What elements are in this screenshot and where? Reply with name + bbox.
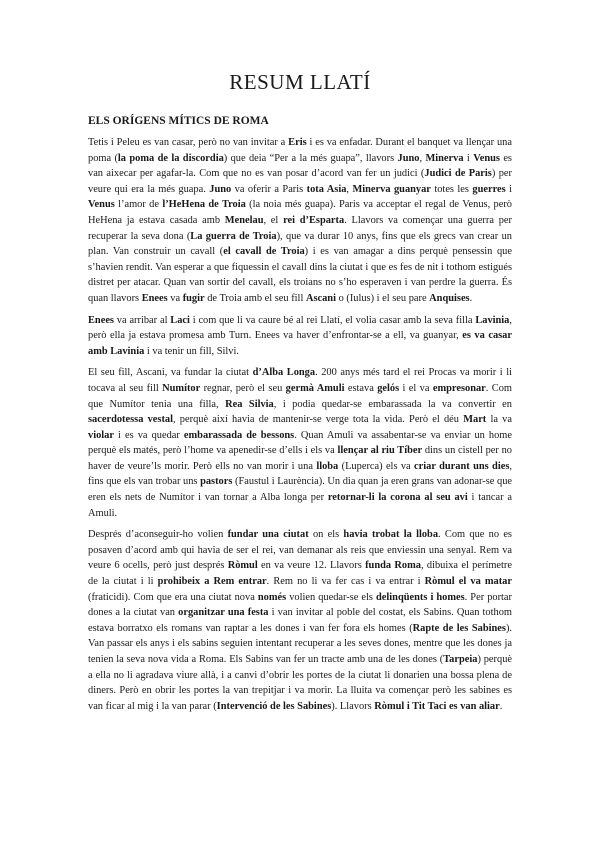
text-run: . Com que Numítor tenia una filla,	[88, 382, 512, 410]
text-run: , perquè així havia de mantenir-se verge tota la vida. Però el déu	[173, 414, 464, 426]
paragraph-alba-longa	[88, 365, 512, 521]
text-run: El seu fill, Ascani, va fundar la ciutat	[88, 367, 253, 379]
bold-term: rei d’Esparta	[283, 214, 345, 226]
text-run: (fraticidi). Com que era una ciutat nova	[88, 591, 258, 603]
bold-term: Venus	[88, 199, 115, 211]
text-run: , i podia quedar-se embarassada la va convertir en	[273, 398, 512, 410]
bold-term: empresonar	[432, 382, 486, 394]
bold-term: Rea Silvia	[225, 398, 274, 410]
bold-term: prohibeix a Rem entrar	[157, 576, 267, 588]
text-run: va	[167, 292, 183, 304]
document-title: RESUM LLATÍ	[229, 70, 371, 94]
bold-term: La guerra de Troia	[190, 230, 277, 242]
text-run: .	[499, 700, 503, 712]
text-run: dins un cistell per no haver de veure’ls morir. Però ells no van morir i una	[88, 445, 512, 472]
text-run: de Troia amb el seu fill	[204, 292, 306, 304]
bold-term: pastors	[200, 476, 233, 488]
bold-term: Mart	[463, 414, 487, 426]
bold-term: Ròmul el va matar	[424, 576, 512, 588]
bold-term: Eris	[288, 137, 307, 148]
bold-term: organitzar una festa	[178, 607, 269, 619]
bold-term: l’HeHena de Troia	[162, 199, 246, 211]
bold-term: Ròmul	[227, 560, 258, 572]
text-run: i es va quedar	[113, 429, 184, 441]
text-run: , dibuixa el perímetre de la ciutat i li	[88, 560, 512, 588]
paragraph-founding-rome	[88, 527, 512, 714]
bold-term: guerres	[472, 183, 506, 195]
bold-term: d’Alba Longa	[252, 367, 316, 379]
bold-term: Minerva guanyar	[352, 183, 431, 195]
text-run: on els	[308, 529, 344, 541]
bold-term: havia trobat la lloba	[343, 529, 439, 541]
paragraphs	[88, 135, 512, 714]
paragraph-troy	[88, 135, 512, 307]
text-run: , el	[263, 214, 284, 226]
bold-term: Lavinia	[475, 314, 510, 326]
bold-term: Juno	[397, 152, 420, 164]
bold-term: criar durant uns dies	[414, 460, 510, 472]
text-run: va arribar al	[113, 314, 171, 326]
text-run: i va tenir un fill, Silvi.	[144, 345, 239, 357]
bold-term: Enees	[88, 314, 114, 326]
text-run: i com que li va caure bé al rei Llatí, el volia casar amb la seva filla	[189, 314, 476, 326]
bold-term: funda Roma	[365, 560, 421, 572]
text-run: .	[469, 292, 473, 304]
text-run: i	[463, 152, 474, 164]
bold-term: Ascani	[305, 292, 336, 304]
text-run: . Quan Amuli va assabentar-se va enviar un home perquè els matés, però l’home va apenedir-se d’ells i els va	[88, 429, 512, 457]
section-heading: ELS ORÍGENS MÍTICS DE ROMA	[88, 115, 269, 127]
text-run: ) per veure qui era la més guapa.	[88, 168, 512, 195]
text-run: , fins que els van trobar uns	[88, 460, 512, 488]
text-run: . Com que no es posaven d’acord amb qui havia de ser el rei, van demanar als reis que enviessin una senyal. Rem va veure 6 ocells, però just després	[88, 529, 512, 572]
text-run: ,	[419, 152, 426, 164]
bold-term: Enees	[141, 292, 168, 304]
bold-term: Menelau	[224, 214, 264, 226]
bold-term: gelós	[377, 382, 400, 394]
paragraph-enees	[88, 313, 512, 360]
text-run: , però ella ja estava promesa amb Turn. Enees va haver d’enfrontar-se a ell, va guanyar,	[88, 314, 512, 342]
bold-term: fundar una ciutat	[227, 529, 309, 541]
bold-term: es va casar amb Lavinia	[88, 330, 512, 357]
text-run: es van aixecar per agafar-la. Com que no es van posar d’acord van fer un judici (	[88, 152, 512, 180]
bold-term: Anquises	[429, 292, 470, 304]
text-run: i es va enfadar. Durant el banquet va llençar una poma (	[88, 137, 512, 164]
bold-term: només	[257, 591, 287, 603]
bold-term: delinqüents i homes	[376, 591, 465, 603]
text-run: ,	[346, 183, 353, 195]
bold-term: la poma de la discordia	[117, 152, 224, 164]
text-run: (Faustul i Laurència). Un dia quan ja eren grans van adonar-se que eren els nets de Numítor i van tornar a Alba longa per	[88, 476, 512, 504]
bold-term: Tarpeia	[443, 654, 478, 665]
bold-term: violar	[88, 429, 114, 441]
text-run: o (Iulus) i el seu pare	[335, 292, 430, 304]
text-run: va oferir a Paris	[231, 183, 307, 195]
bold-term: sacerdotessa vestal	[88, 414, 173, 426]
bold-term: Judici de Paris	[424, 168, 492, 180]
text-run: ), que va durar 10 anys, fins que els grecs van crear un plan. Van construir un cavall (	[88, 230, 512, 258]
bold-term: Numítor	[162, 382, 201, 394]
text-run: regnar, però el seu	[200, 382, 286, 394]
text-run: Després d’aconseguir-ho volien	[88, 529, 228, 541]
bold-term: Ròmul i Tit Taci es van aliar	[374, 700, 500, 712]
text-run: . Rem no li va fer cas i va entrar i	[266, 576, 425, 588]
text-run: ) i es van amagar a dins perquè pensessin que s’havien rendit. Van esperar a que fiquessin el cavall dins la ciutat i que es fes de nit i tothom estigués distret per atacar. Quan van sortir del cavall, els troians no s’ho esperaven i van perdre la guerra. És quan llavors	[88, 246, 512, 304]
text-run: . 200 anys més tard el rei Procas va morir i li tocava al seu fill	[88, 367, 512, 394]
text-run: ) perquè a ella no li agradava viure allà, i a canvi d’obrir les portes de la ciutat li donarien una bossa plena de diners. Però en obrir les portes la van trepitjar i va morir. La lluita va començar però les sabines es van ficar al mig i la van parar (	[88, 654, 513, 712]
text-run: . Per portar dones a la ciutat van	[88, 591, 513, 619]
text-run: volien quedar-se els	[286, 591, 377, 603]
text-run: i el va	[399, 382, 433, 394]
text-run: (la noia més guapa). Paris va acceptar el regal de Venus, però HeHena ja estava casada amb	[88, 199, 513, 226]
bold-term: Juno	[209, 183, 232, 195]
bold-term: Venus	[473, 152, 500, 164]
text-run: i van invitar al poble del costat, els Sabins. Quan tothom estava borratxo els romans van raptar a les dones i van fer fora els homes (	[88, 607, 512, 634]
bold-term: Laci	[170, 314, 190, 326]
bold-term: llençar al riu Tíber	[337, 445, 423, 457]
text-run: la va	[486, 414, 512, 426]
text-run: totes les	[430, 183, 473, 195]
bold-term: tota Asia	[306, 183, 347, 195]
text-run: i tancar a Amuli.	[88, 492, 512, 519]
bold-term: el cavall de Troia	[223, 246, 305, 258]
bold-term: Rapte de les Sabines	[412, 622, 506, 634]
text-run: (Luperca) els va	[338, 460, 415, 472]
bold-term: retornar-li la corona al seu avi	[327, 492, 468, 504]
text-run: estava	[344, 382, 378, 394]
bold-term: Minerva	[425, 152, 464, 164]
bold-term: Intervenció de les Sabines	[216, 700, 332, 712]
text-run: ) que deia “Per a la més guapa”, llavors	[223, 152, 398, 164]
text-run: l’amor de	[114, 199, 163, 211]
text-run: . Llavors va començar una guerra per recuperar la seva dona (	[88, 214, 512, 242]
text-run: ). Van passar els anys i els sabins seguien intentant recuperar a les seves dones, mentre que les dones ja tenien la seva nova vida a Roma. Els Sabins van fer un tracte amb una de les dones (	[88, 622, 512, 665]
text-run: en va veure 12. Llavors	[257, 560, 366, 572]
bold-term: germà Amuli	[285, 382, 345, 394]
bold-term: embarassada de bessons	[183, 429, 295, 441]
bold-term: lloba	[316, 460, 339, 472]
text-run: i	[505, 183, 512, 195]
text-run: Tetis i Peleu es van casar, però no van invitar a	[88, 137, 289, 148]
text-run: ). Llavors	[331, 700, 375, 712]
bold-term: fugir	[182, 292, 205, 304]
